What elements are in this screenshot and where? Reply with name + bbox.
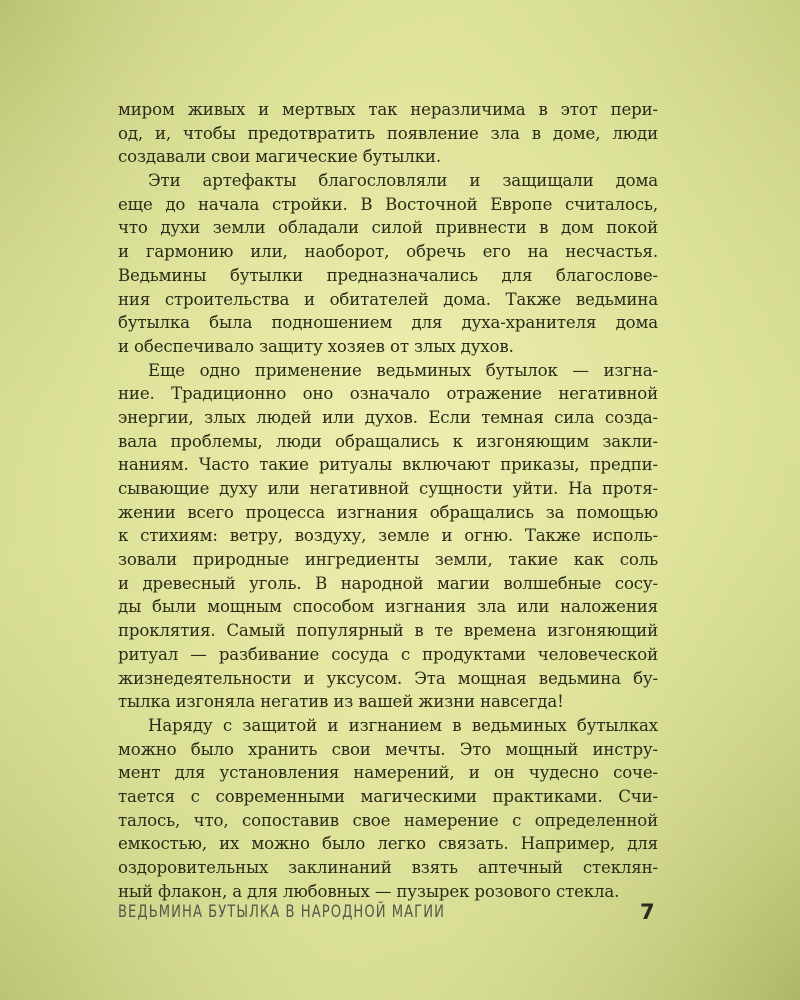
text-line: ритуал — разбивание сосуда с продуктами человеческой [118,644,658,664]
text-line: оздоровительных заклинаний взять аптечный стеклян- [118,858,658,877]
text-line: ние. Традиционно оно означало отражение негативной [118,384,658,404]
text-line: Эти артефакты благословляли и защищали дома [148,171,658,191]
text-line: что духи земли обладали силой привнести в дом покой [118,218,658,238]
text-line: Ведьмины бутылки предназначались для благослове- [118,265,658,285]
text-line: ния строительства и обитателей дома. Также ведьмина [118,289,658,309]
paragraph [118,98,658,169]
text-line: ды были мощным способом изгнания зла или наложения [118,597,658,617]
text-line: миром живых и мертвых так неразличима в этот пери- [118,100,658,119]
text-line: мент для установления намерений, и он чудесно соче- [118,763,658,783]
text-line: создавали свои магические бутылки. [118,147,441,167]
text-line: тается с современными магическими практиками. Счи- [118,786,658,806]
text-line: и гармонию или, наоборот, обречь его на несчастья. [118,242,658,262]
text-line: энергии, злых людей или духов. Если темная сила созда- [118,407,658,427]
text-line: ный флакон, а для любовных — пузырек розового стекла. [118,881,620,901]
paragraph [118,714,658,904]
text-line: и обеспечивало защиту хозяев от злых духов. [118,336,514,356]
text-line: Еще одно применение ведьминых бутылок — изгна- [148,360,658,380]
page-number: 7 [640,900,655,924]
text-line: и древесный уголь. В народной магии волшебные сосу- [118,573,658,593]
text-line: емкостью, их можно было легко связать. Например, для [118,834,658,854]
text-line: к стихиям: ветру, воздуху, земле и огню. Также исполь- [118,526,658,546]
text-line: можно было хранить свои мечты. Это мощный инстру- [118,739,658,759]
text-line: наниям. Часто такие ритуалы включают приказы, предпи- [118,455,658,475]
body-text [118,98,658,903]
running-title: ВЕДЬМИНА БУТЫЛКА В НАРОДНОЙ МАГИИ [118,902,445,922]
text-line: жении всего процесса изгнания обращались за помощью [118,502,658,522]
paragraph [118,359,658,714]
text-line: проклятия. Самый популярный в те времена изгоняющий [118,621,658,641]
text-line: Наряду с защитой и изгнанием в ведьминых бутылках [148,715,658,735]
text-line: тылка изгоняла негатив из вашей жизни навсегда! [118,692,564,712]
text-line: вала проблемы, люди обращались к изгоняющим закли- [118,431,658,451]
text-line: од, и, чтобы предотвратить появление зла в доме, люди [118,123,658,143]
text-line: еще до начала стройки. В Восточной Европе считалось, [118,194,658,214]
text-line: талось, что, сопоставив свое намерение с определенной [118,810,658,830]
text-line: бутылка была подношением для духа-хранителя дома [118,313,658,333]
text-line: жизнедеятельности и уксусом. Эта мощная ведьмина бу- [118,668,658,688]
paragraph [118,169,658,359]
text-line: сывающие духу или негативной сущности уйти. На протя- [118,479,658,498]
text-line: зовали природные ингредиенты земли, такие как соль [118,550,658,570]
